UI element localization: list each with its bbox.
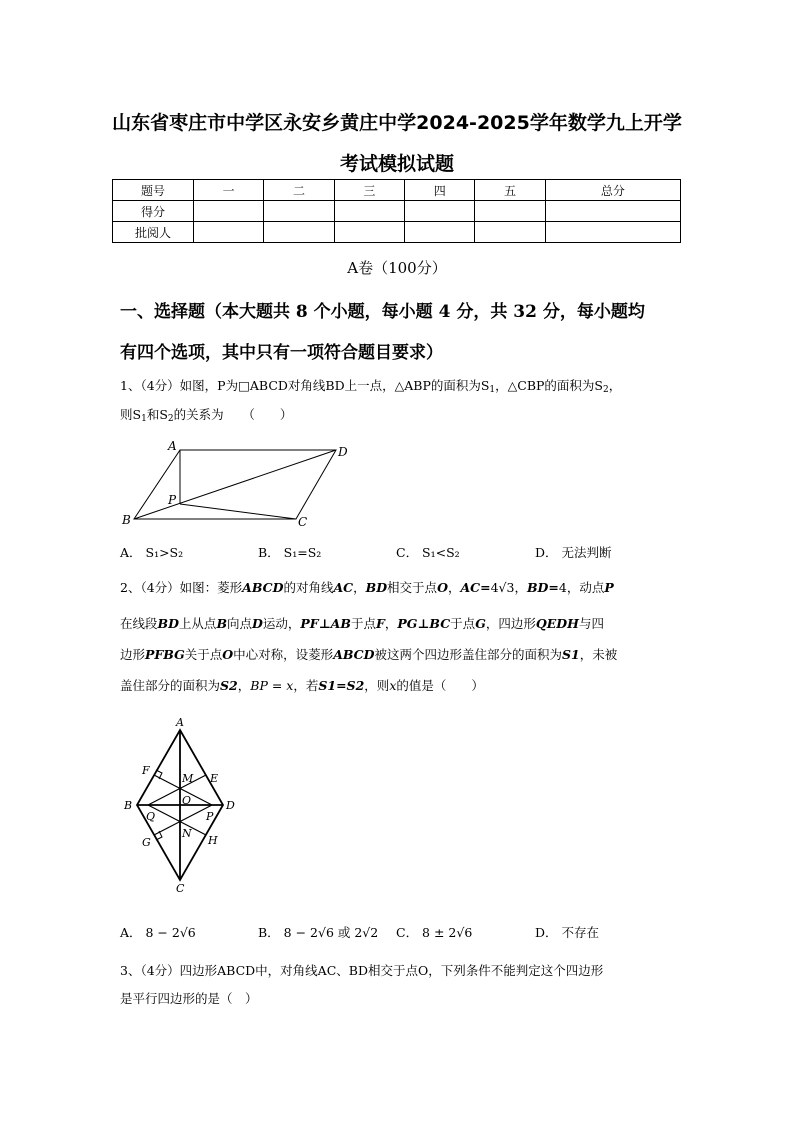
q2-math: ABCD — [333, 647, 375, 662]
q2-math: QEDH — [535, 616, 579, 631]
q2-text: ， — [514, 580, 527, 595]
q2-math: ABCD — [242, 580, 284, 595]
section-a-title: A卷（100分） — [347, 259, 447, 277]
q2-option-b[interactable]: B． 8 − 2√6 或 2√2 — [258, 925, 379, 940]
q1-text: ，△CBP的面积为S — [495, 378, 603, 393]
q2-label-g: G — [142, 836, 151, 849]
q1-text: 则S — [120, 407, 142, 422]
q2-label-f: F — [142, 764, 150, 777]
q1-diagonal-bd — [134, 450, 336, 519]
score-cell — [334, 222, 404, 243]
q1-subscript: 1 — [141, 414, 147, 424]
score-table-row — [113, 222, 681, 243]
q2-label-o: O — [182, 794, 192, 807]
q1-option-c[interactable]: C． S₁<S₂ — [396, 545, 460, 560]
score-header-cell: 题号 — [113, 180, 194, 201]
score-cell — [475, 222, 545, 243]
q2-math: S1 — [562, 647, 580, 662]
q1-text: 1、（4分）如图，P为□ABCD对角线BD上一点，△ABP的面积为S — [120, 378, 490, 393]
q1-line1: 1、（4分）如图，P为□ABCD对角线BD上一点，△ABP的面积为$S_1$，△CBP的面积为$S_2$， — [120, 378, 622, 395]
q2-math: BD= — [526, 580, 559, 595]
q1-subscript: 2 — [603, 385, 609, 395]
q2-math: BP = x — [250, 678, 294, 693]
q1-label-c: C — [298, 515, 308, 529]
q2-label-n: N — [182, 827, 192, 840]
q2-label-q: Q — [146, 810, 156, 823]
q2-text: 被这两个四边形盖住部分的面积为 — [374, 647, 562, 662]
q2-math: 4 — [558, 580, 567, 595]
q2-label-d: D — [226, 799, 235, 812]
score-header-cell: 一 — [194, 180, 264, 201]
q1-text: 的关系为 （ ） — [173, 407, 293, 422]
score-header-cell: 五 — [475, 180, 545, 201]
q2-math: G — [475, 616, 486, 631]
score-table — [112, 179, 681, 243]
score-cell — [405, 201, 475, 222]
q2-math: B — [216, 616, 228, 631]
q2-option-a[interactable]: A． 8 − 2√6 — [120, 925, 196, 940]
q2-line1 — [120, 578, 680, 598]
q1-label-p: P — [168, 493, 177, 507]
score-row-label: 批阅人 — [113, 222, 194, 243]
q2-math: O — [222, 647, 234, 662]
q1-label-a: A — [168, 439, 177, 453]
score-header-cell: 四 — [405, 180, 475, 201]
q2-math: PG⊥BC — [397, 616, 451, 631]
q2-label-h: H — [208, 834, 218, 847]
q2-segment-qe — [148, 775, 206, 805]
q1-text: 和S — [146, 407, 168, 422]
q2-text: 向点 — [227, 616, 253, 631]
q2-math: F — [375, 616, 385, 631]
score-header-cell: 三 — [334, 180, 404, 201]
q2-text: ， — [237, 678, 251, 693]
q2-text: 于点 — [350, 616, 376, 631]
part1-heading-line1: 一、选择题（本大题共 8 个小题，每小题 4 分，共 32 分，每小题均 — [120, 302, 645, 322]
q3-line2: 是平行四边形的是（ ） — [120, 991, 258, 1006]
q2-option-c[interactable]: C． 8 ± 2√6 — [396, 925, 473, 940]
q2-math: BD — [157, 616, 179, 631]
q2-text: 的对角线 — [283, 580, 334, 595]
q2-text: ， — [353, 580, 366, 595]
q2-math: S1=S2 — [318, 678, 365, 693]
score-cell — [264, 201, 334, 222]
q2-text: 边形 — [120, 647, 146, 662]
score-table-header-row — [113, 180, 681, 201]
exam-title-line1: 山东省枣庄市中学区永安乡黄庄中学2024-2025学年数学九上开学 — [112, 112, 682, 134]
score-table-row — [113, 201, 681, 222]
q1-option-b[interactable]: B． S₁=S₂ — [258, 545, 322, 560]
q2-math: BD — [365, 580, 388, 595]
part1-heading-line2: 有四个选项，其中只有一项符合题目要求） — [120, 343, 443, 363]
q2-text: 运动， — [262, 616, 301, 631]
q1-subscript: 2 — [167, 414, 174, 424]
q2-text: ，未被 — [579, 647, 618, 662]
q1-line2 — [120, 405, 680, 429]
score-header-cell: 总分 — [545, 180, 680, 201]
q2-text: ， — [384, 616, 398, 631]
q2-segment-qh — [148, 805, 206, 835]
q2-math: AC — [333, 580, 354, 595]
q2-label-m: M — [182, 772, 194, 785]
q2-text: ，若 — [293, 678, 319, 693]
q2-math: AC= — [460, 580, 491, 595]
exam-title-line2: 考试模拟试题 — [339, 153, 454, 175]
score-cell — [264, 222, 334, 243]
q2-text: 上从点 — [178, 616, 217, 631]
q2-text: 关于点 — [184, 647, 223, 662]
q2-text: ， — [447, 580, 461, 595]
score-cell — [475, 201, 545, 222]
q1-label-b: B — [122, 513, 131, 527]
score-cell — [334, 201, 404, 222]
q2-text: 于点 — [450, 616, 476, 631]
q2-text: 盖住部分的面积为 — [120, 678, 221, 693]
q2-text: 在线段 — [120, 616, 158, 631]
q2-math: 4√3 — [490, 580, 515, 595]
q2-text: 与四 — [578, 616, 604, 631]
score-cell — [405, 222, 475, 243]
q1-segment-pc — [180, 504, 296, 519]
q2-text: 的值是（ ） — [396, 678, 484, 693]
q2-line2 — [120, 614, 680, 634]
score-header-cell: 二 — [264, 180, 334, 201]
q1-option-a[interactable]: A． S₁>S₂ — [120, 545, 184, 560]
q2-line4 — [120, 676, 680, 696]
q2-text: 相交于点 — [387, 580, 438, 595]
score-cell — [194, 222, 264, 243]
q2-option-d[interactable]: D． 不存在 — [535, 925, 599, 940]
q2-rhombus-figure — [118, 712, 248, 896]
score-cell — [545, 201, 680, 222]
q2-math: S2 — [220, 678, 238, 693]
q2-text: ，四边形 — [485, 616, 536, 631]
q2-math: O — [437, 580, 448, 595]
q2-label-a: A — [176, 716, 184, 729]
score-cell — [545, 222, 680, 243]
q1-parallelogram-figure — [118, 438, 358, 530]
q2-math: P — [604, 580, 614, 595]
q1-subscript: 1 — [489, 385, 496, 395]
q2-math: PF⊥AB — [300, 616, 351, 631]
q3-line1: 3、（4分）四边形ABCD中，对角线AC、BD相交于点O，下列条件不能判定这个四边形 — [120, 963, 604, 978]
q2-line3 — [120, 645, 680, 665]
q1-label-d: D — [338, 445, 348, 459]
score-row-label: 得分 — [113, 201, 194, 222]
q2-text: ，则 — [364, 678, 390, 693]
q2-text: 中心对称，设菱形 — [233, 647, 334, 662]
q2-text: ，动点 — [566, 580, 605, 595]
score-cell — [194, 201, 264, 222]
q2-math: D — [252, 616, 263, 631]
q2-text: 2、（4分）如图：菱形 — [120, 580, 243, 595]
q2-label-p: P — [206, 810, 214, 823]
q1-option-d[interactable]: D． 无法判断 — [535, 545, 612, 560]
q2-label-e: E — [210, 772, 219, 785]
q2-math: PFBG — [145, 647, 185, 662]
q2-label-b: B — [124, 799, 133, 812]
q2-label-c: C — [176, 882, 185, 895]
q2-math: x — [389, 678, 397, 693]
